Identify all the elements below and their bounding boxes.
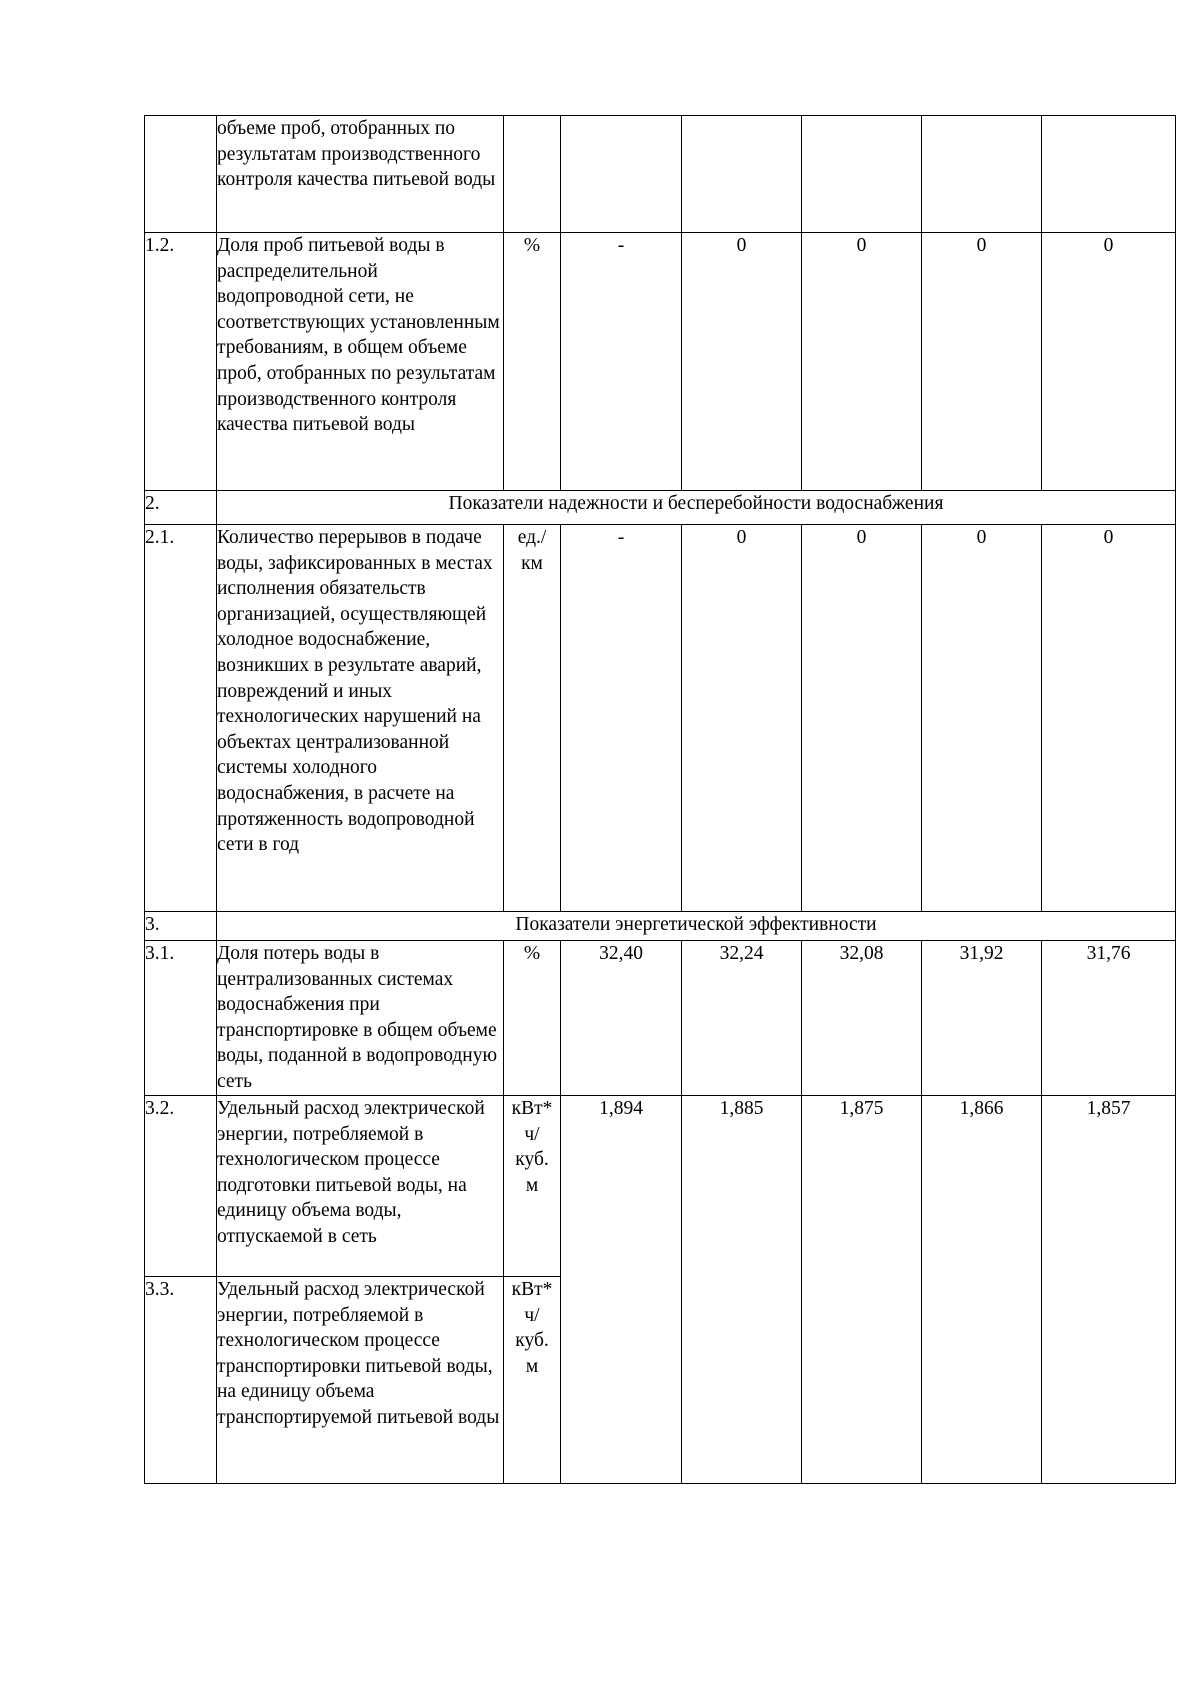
value-cell: - [561,525,682,912]
row-number: 1.2. [145,233,217,491]
value-cell: 31,76 [1042,941,1176,1096]
row-number: 2.1. [145,525,217,912]
merged-value-cell: 1,875 [802,1096,922,1484]
unit-line: м [525,1355,539,1377]
table-row [145,941,1176,1096]
unit-cell: % [504,233,561,491]
value-cell [682,116,802,233]
value-cell: 32,08 [802,941,922,1096]
indicator-name: Удельный расход электрической энергии, потребляемой в технологическом процессе транспортировки питьевой воды, на единицу объема транспортируемой питьевой воды [217,1277,504,1484]
merged-value-cell: 1,894 [561,1096,682,1484]
value-cell: 0 [802,525,922,912]
section-title: Показатели надежности и бесперебойности водоснабжения [217,491,1176,525]
section-title: Показатели энергетической эффективности [217,912,1176,941]
value-cell: - [561,233,682,491]
unit-line: км [521,552,543,574]
row-number: 3.2. [145,1096,217,1277]
value-cell: 0 [922,525,1042,912]
merged-value-cell: 1,857 [1042,1096,1176,1484]
unit-line: ч/ [524,1123,540,1145]
table-row [145,116,1176,233]
unit-cell [504,1277,561,1484]
indicator-name: Доля потерь воды в централизованных системах водоснабжения при транспортировке в общем объеме воды, поданной в водопроводную сеть [217,941,504,1096]
section-number: 2. [145,491,217,525]
section-row [145,912,1176,941]
unit-line: куб. [515,1149,549,1171]
value-cell: 32,24 [682,941,802,1096]
value-cell [1042,116,1176,233]
unit-cell [504,1096,561,1277]
row-number: 3.1. [145,941,217,1096]
indicators-table [144,115,1176,1484]
value-cell: 0 [1042,233,1176,491]
unit-line: куб. [515,1330,549,1352]
value-cell: 32,40 [561,941,682,1096]
value-cell [802,116,922,233]
unit-cell [504,525,561,912]
value-cell [922,116,1042,233]
unit-line: м [525,1174,539,1196]
table-row [145,1096,1176,1277]
value-cell: 0 [682,525,802,912]
value-cell: 0 [922,233,1042,491]
value-cell: 0 [1042,525,1176,912]
section-row [145,491,1176,525]
unit-line: ч/ [524,1304,540,1326]
value-cell: 31,92 [922,941,1042,1096]
indicator-name: Количество перерывов в подаче воды, зафиксированных в местах исполнения обязательств организацией, осуществляющей холодное водоснабжение, возникших в результате аварий, повреждений и иных технологических нарушений на объектах централизованной системы холодного водоснабжения, в расчете на протяженность водопроводной сети в год [217,525,504,912]
row-number [145,116,217,233]
table-row [145,525,1176,912]
table-row [145,233,1176,491]
value-cell [561,116,682,233]
value-cell: 0 [802,233,922,491]
row-number: 3.3. [145,1277,217,1484]
merged-value-cell: 1,866 [922,1096,1042,1484]
indicator-name: Доля проб питьевой воды в распределительной водопроводной сети, не соответствующих установленным требованиям, в общем объеме проб, отобранных по результатам производственного контроля качества питьевой воды [217,233,504,491]
unit-line: кВт* [511,1098,553,1119]
merged-value-cell: 1,885 [682,1096,802,1484]
indicator-name: объеме проб, отобранных по результатам производственного контроля качества питьевой воды [217,116,504,233]
unit-line: ед./ [517,527,547,548]
unit-cell [504,116,561,233]
value-cell: 0 [682,233,802,491]
unit-line: кВт* [511,1279,553,1300]
section-number: 3. [145,912,217,941]
indicator-name: Удельный расход электрической энергии, потребляемой в технологическом процессе подготовки питьевой воды, на единицу объема воды, отпускаемой в сеть [217,1096,504,1277]
unit-cell: % [504,941,561,1096]
